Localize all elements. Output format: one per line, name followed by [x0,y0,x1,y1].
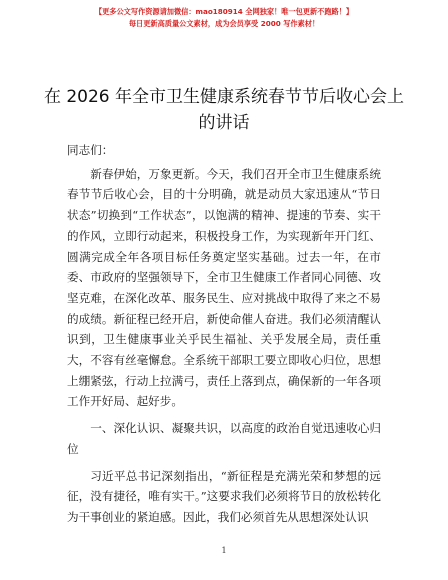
greeting: 同志们： [67,143,114,157]
document-title: 在 2026 年全市卫生健康系统春节节后收心会上的讲话 [43,87,405,133]
section-heading: 一、深化认识、凝聚共识，以高度的政治自觉迅速收心归位 [67,421,381,456]
promo-banner-line2: 每日更新高质量公文素材，成为会员享受 2000 写作素材！ [128,19,320,28]
page-number: 1 [221,546,227,555]
section-paragraph: 习近平总书记深刻指出，“新征程是充满光荣和梦想的远征，没有捷径，唯有实干。”这要求我们必须将节日的放松转化为干事创业的紧迫感。因此，我们必须首先从思想深处认识 [67,468,381,524]
promo-banner-line1: 【更多公文写作资源请加微信：mao180914 全网独家！唯一包更新不跑路！】 [94,7,354,16]
document-body [67,140,381,528]
promo-banner [0,6,448,30]
body-paragraph: 新春伊始，万象更新。今天，我们召开全市卫生健康系统春节节后收心会，目的十分明确，就是动员大家迅速从“节日状态”切换到“工作状态”，以饱满的精神、提速的节奏、实干的作风，立即行动起来，积极投身工作，为实现新年开门红、圆满完成全年各项目标任务奠定坚实基础。过去一年，在市委、市政府的坚强领导下，全市卫生健康工作者同心同德、攻坚克难，在深化改革、服务民生、应对挑战中取得了来之不易的成绩。新征程已经开启，新使命催人奋进。我们必须清醒认识到，卫生健康事业关乎民生福祉、关乎发展全局，责任重大，不容有丝毫懈怠。全系统干部职工要立即收心归位，思想上绷紧弦，行动上拉满弓，责任上落到点，确保新的一年各项工作开好局、起好步。 [67,166,381,409]
